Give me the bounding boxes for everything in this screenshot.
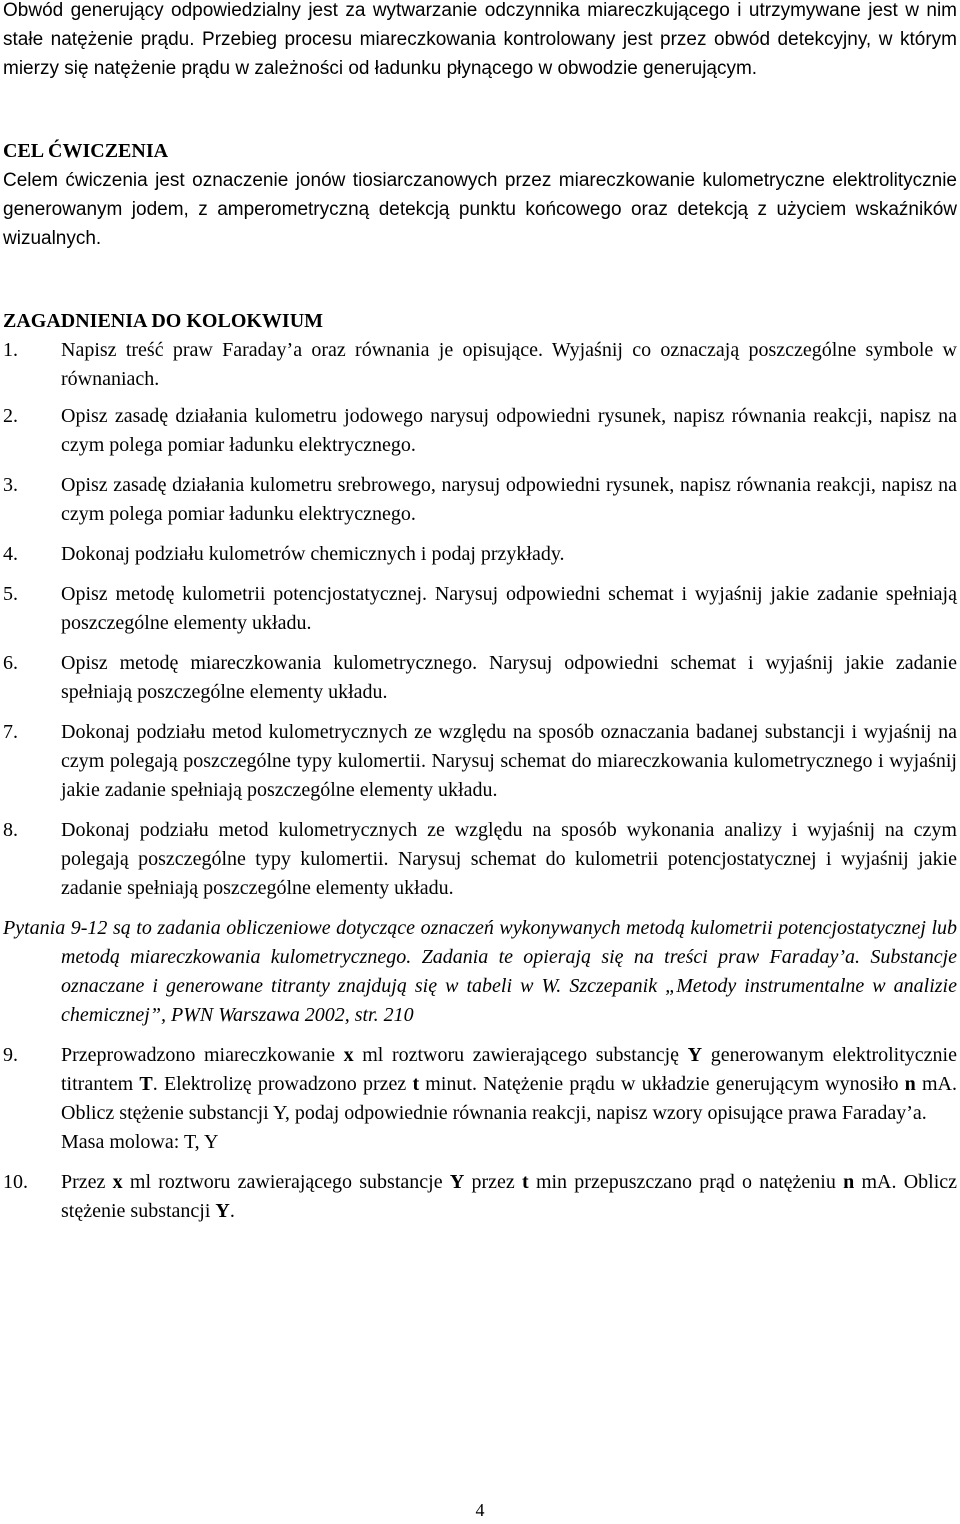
item-text: Dokonaj podziału metod kulometrycznych ze względu na sposób oznaczania badanej substancji i wyjaśnij na czym polegają poszczególne typy kulomertii. Narysuj schemat do miareczkowania kulometrycznego i wyjaśnij jakie zadanie spełniają poszczególne elementy układu. <box>61 721 957 801</box>
text-run: . <box>229 1200 235 1222</box>
text-run: Przeprowadzono miareczkowanie <box>61 1044 344 1066</box>
list-item <box>3 402 957 460</box>
item-text: Opisz metodę kulometrii potencjostatycznej. Narysuj odpowiedni schemat i wyjaśnij jakie zadanie spełniają poszczególne elementy układu. <box>61 583 957 634</box>
list-item <box>3 336 957 394</box>
intro-paragraph: Obwód generujący odpowiedzialny jest za wytwarzanie odczynnika miareczkującego i utrzymywane jest w nim stałe natężenie prądu. Przebieg procesu miareczkowania kontrolowany jest przez obwód detekcyjny, w którym mierzy się natężenie prądu w zależności od ładunku płynącego w obwodzie generującym. <box>3 0 957 79</box>
item-text: Dokonaj podziału kulometrów chemicznych i podaj przykłady. <box>61 543 565 565</box>
variable-y: Y <box>215 1200 230 1222</box>
item-text: Opisz zasadę działania kulometru jodowego narysuj odpowiedni rysunek, napisz równania reakcji, napisz na czym polega pomiar ładunku elektrycznego. <box>61 405 957 456</box>
cel-paragraph: Celem ćwiczenia jest oznaczenie jonów tiosiarczanowych przez miareczkowanie kulometryczne elektrolitycznie generowanym jodem, z amperometryczną detekcją punktu końcowego oraz detekcją z użyciem wskaźników wizualnych. <box>3 170 957 249</box>
list-item <box>3 649 957 707</box>
text-run: ml roztworu zawierającego substancję <box>353 1044 688 1066</box>
q10-text <box>61 1171 957 1222</box>
zagadnienia-heading: ZAGADNIENIA DO KOLOKWIUM <box>3 310 324 332</box>
item-number: 1. <box>3 339 18 361</box>
variable-n: n <box>904 1073 916 1095</box>
variable-y: Y <box>449 1171 465 1193</box>
question-9 <box>3 1041 957 1157</box>
variable-x: x <box>112 1171 123 1193</box>
text-run: ml roztworu zawierającego substancje <box>122 1171 450 1193</box>
text-run: mA. Oblicz stężenie substancji Y, podaj odpowiednie równania reakcji, napisz wzory opisujące prawa Faraday’a. <box>61 1073 957 1124</box>
list-item <box>3 718 957 805</box>
text-run: przez <box>464 1171 523 1193</box>
item-number: 10. <box>3 1171 28 1193</box>
item-number: 3. <box>3 474 18 496</box>
list-item <box>3 471 957 529</box>
text-run: min przepuszczano prąd o natężeniu <box>528 1171 844 1193</box>
item-number: 9. <box>3 1044 18 1066</box>
molar-mass-line: Masa molowa: T, Y <box>61 1131 219 1153</box>
item-number: 6. <box>3 652 18 674</box>
item-text: Dokonaj podziału metod kulometrycznych ze względu na sposób wykonania analizy i wyjaśnij na czym polegają poszczególne typy kulomertii. Narysuj schemat do kulometrii potencjostatycznej i wyjaśnij jakie zadanie spełniają poszczególne elementy układu. <box>61 819 957 899</box>
document-page <box>3 0 957 1237</box>
item-text: Opisz metodę miareczkowania kulometrycznego. Narysuj odpowiedni schemat i wyjaśnij jakie zadanie spełniają poszczególne elementy układu. <box>61 652 957 703</box>
variable-y: Y <box>687 1044 703 1066</box>
item-number: 5. <box>3 583 18 605</box>
variable-t-time: t <box>522 1171 529 1193</box>
text-run: generowanym elektrolitycznie titrantem <box>61 1044 957 1095</box>
item-number: 4. <box>3 543 18 565</box>
list-item <box>3 580 957 638</box>
text-run: mA. Oblicz stężenie substancji <box>61 1171 957 1222</box>
list-item <box>3 540 957 569</box>
cel-section <box>3 137 957 253</box>
question-10 <box>3 1168 957 1226</box>
item-number: 8. <box>3 819 18 841</box>
text-run: . Elektrolizę prowadzono przez <box>152 1073 413 1095</box>
list-item <box>3 816 957 903</box>
variable-n: n <box>843 1171 855 1193</box>
page-number: 4 <box>475 1500 485 1520</box>
item-text: Opisz zasadę działania kulometru srebrowego, narysuj odpowiedni rysunek, napisz równania reakcji, napisz na czym polega pomiar ładunku elektrycznego. <box>61 474 957 525</box>
text-run: Przez <box>61 1171 113 1193</box>
zagadnienia-section <box>3 307 957 903</box>
variable-t-time: t <box>412 1073 420 1095</box>
calculation-note: Pytania 9-12 są to zadania obliczeniowe dotyczące oznaczeń wykonywanych metodą kulometrii potencjostatycznej lub metodą miareczkowania kulometrycznego. Zadania te opierają się na treści praw Faraday’a. Substancje oznaczane i generowane titranty znajdują się w tabeli w W. Szczepanik „Metody instrumentalne w analizie chemicznej”, PWN Warszawa 2002, str. 210 <box>3 917 957 1026</box>
variable-t-titrant: T <box>139 1073 153 1095</box>
q9-text <box>61 1044 957 1124</box>
item-number: 2. <box>3 405 18 427</box>
text-run: minut. Natężenie prądu w układzie generującym wynosiło <box>419 1073 905 1095</box>
item-text: Napisz treść praw Faraday’a oraz równania je opisujące. Wyjaśnij co oznaczają poszczególne symbole w równaniach. <box>61 339 957 390</box>
cel-heading: CEL ĆWICZENIA <box>3 140 169 162</box>
variable-x: x <box>343 1044 354 1066</box>
item-number: 7. <box>3 721 18 743</box>
